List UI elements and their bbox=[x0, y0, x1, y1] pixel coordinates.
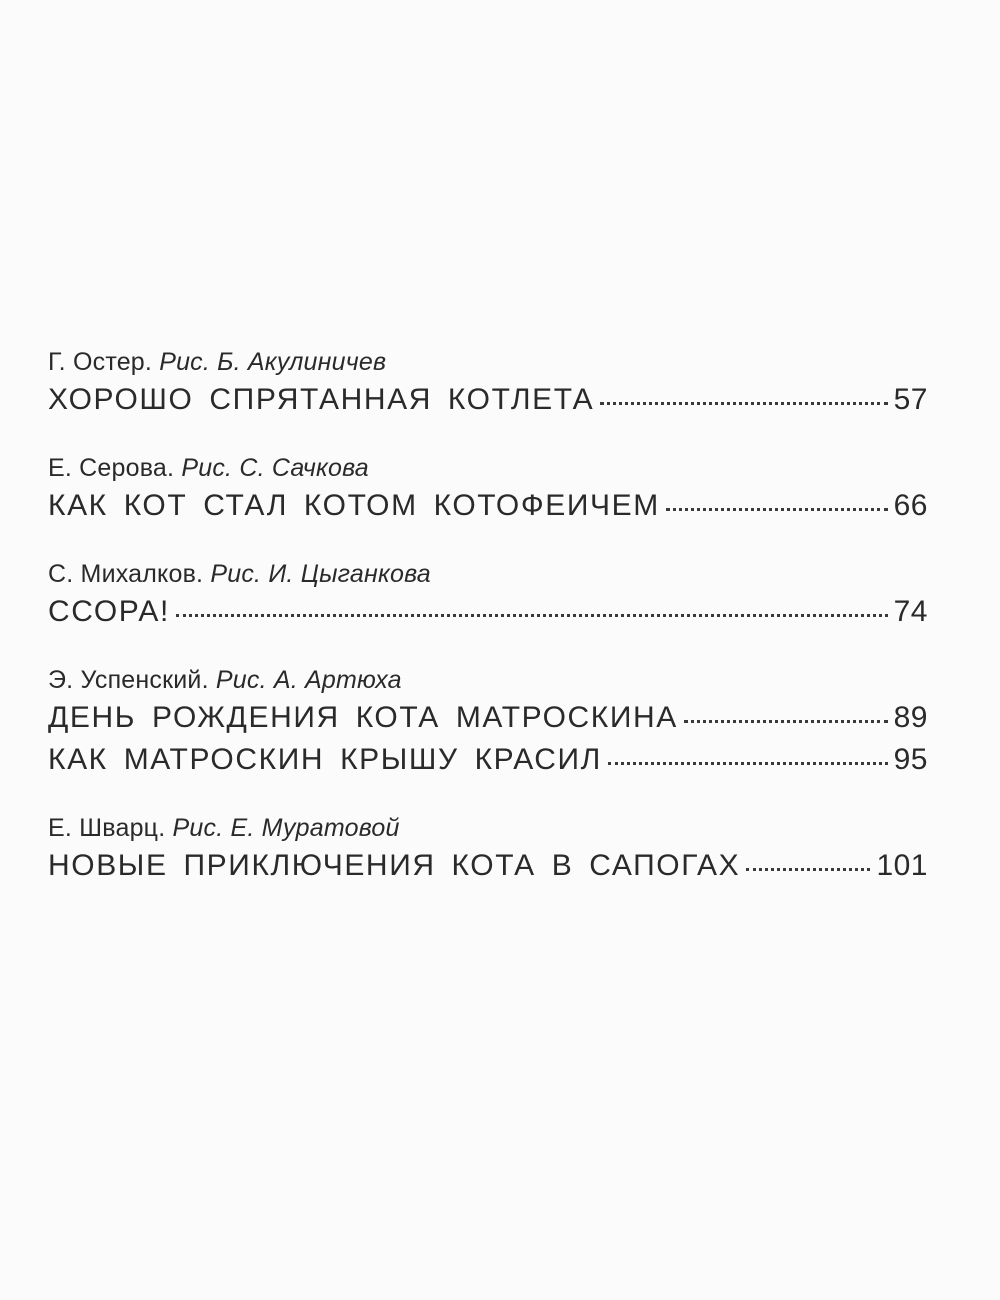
dot-leader bbox=[746, 868, 870, 871]
toc-entry[interactable] bbox=[48, 379, 928, 421]
entry-title: ССОРА! bbox=[48, 595, 170, 628]
author-line bbox=[48, 451, 928, 485]
entry-title: КАК МАТРОСКИН КРЫШУ КРАСИЛ bbox=[48, 743, 602, 776]
dot-leader bbox=[684, 720, 888, 723]
author-line bbox=[48, 811, 928, 845]
toc-section-oster bbox=[48, 345, 928, 421]
page-number: 89 bbox=[893, 701, 928, 734]
illustrator-name: Рис. Б. Акулиничев bbox=[159, 348, 387, 376]
illustrator-name: Рис. С. Сачкова bbox=[181, 454, 369, 482]
page-number: 74 bbox=[893, 595, 928, 628]
author-name: Е. Серова. bbox=[48, 454, 175, 482]
author-name: Э. Успенский. bbox=[48, 666, 209, 694]
toc-section-mikhalkov bbox=[48, 557, 928, 633]
illustrator-name: Рис. Е. Муратовой bbox=[172, 814, 400, 842]
illustrator-name: Рис. А. Артюха bbox=[215, 666, 402, 694]
toc-entry[interactable] bbox=[48, 485, 928, 527]
toc-section-serova bbox=[48, 451, 928, 527]
author-line bbox=[48, 557, 928, 591]
entry-title: ДЕНЬ РОЖДЕНИЯ КОТА МАТРОСКИНА bbox=[48, 701, 678, 734]
page-number: 57 bbox=[893, 383, 928, 416]
page-number: 66 bbox=[893, 489, 928, 522]
dot-leader bbox=[608, 762, 888, 765]
table-of-contents bbox=[48, 345, 928, 917]
toc-section-uspensky bbox=[48, 663, 928, 781]
entry-title: КАК КОТ СТАЛ КОТОМ КОТОФЕИЧЕМ bbox=[48, 489, 660, 522]
page-number: 101 bbox=[876, 849, 928, 882]
author-name: С. Михалков. bbox=[48, 560, 204, 588]
author-line bbox=[48, 663, 928, 697]
page-number: 95 bbox=[893, 743, 928, 776]
illustrator-name: Рис. И. Цыганкова bbox=[210, 560, 431, 588]
author-line bbox=[48, 345, 928, 379]
dot-leader bbox=[600, 402, 887, 405]
toc-section-shvarts bbox=[48, 811, 928, 887]
author-name: Е. Шварц. bbox=[48, 814, 166, 842]
toc-entry[interactable] bbox=[48, 697, 928, 739]
author-name: Г. Остер. bbox=[48, 348, 153, 376]
toc-entry[interactable] bbox=[48, 591, 928, 633]
toc-entry[interactable] bbox=[48, 845, 928, 887]
toc-entry[interactable] bbox=[48, 739, 928, 781]
dot-leader bbox=[666, 508, 888, 511]
entry-title: ХОРОШО СПРЯТАННАЯ КОТЛЕТА bbox=[48, 383, 595, 416]
dot-leader bbox=[176, 614, 888, 617]
entry-title: НОВЫЕ ПРИКЛЮЧЕНИЯ КОТА В САПОГАХ bbox=[48, 849, 741, 882]
